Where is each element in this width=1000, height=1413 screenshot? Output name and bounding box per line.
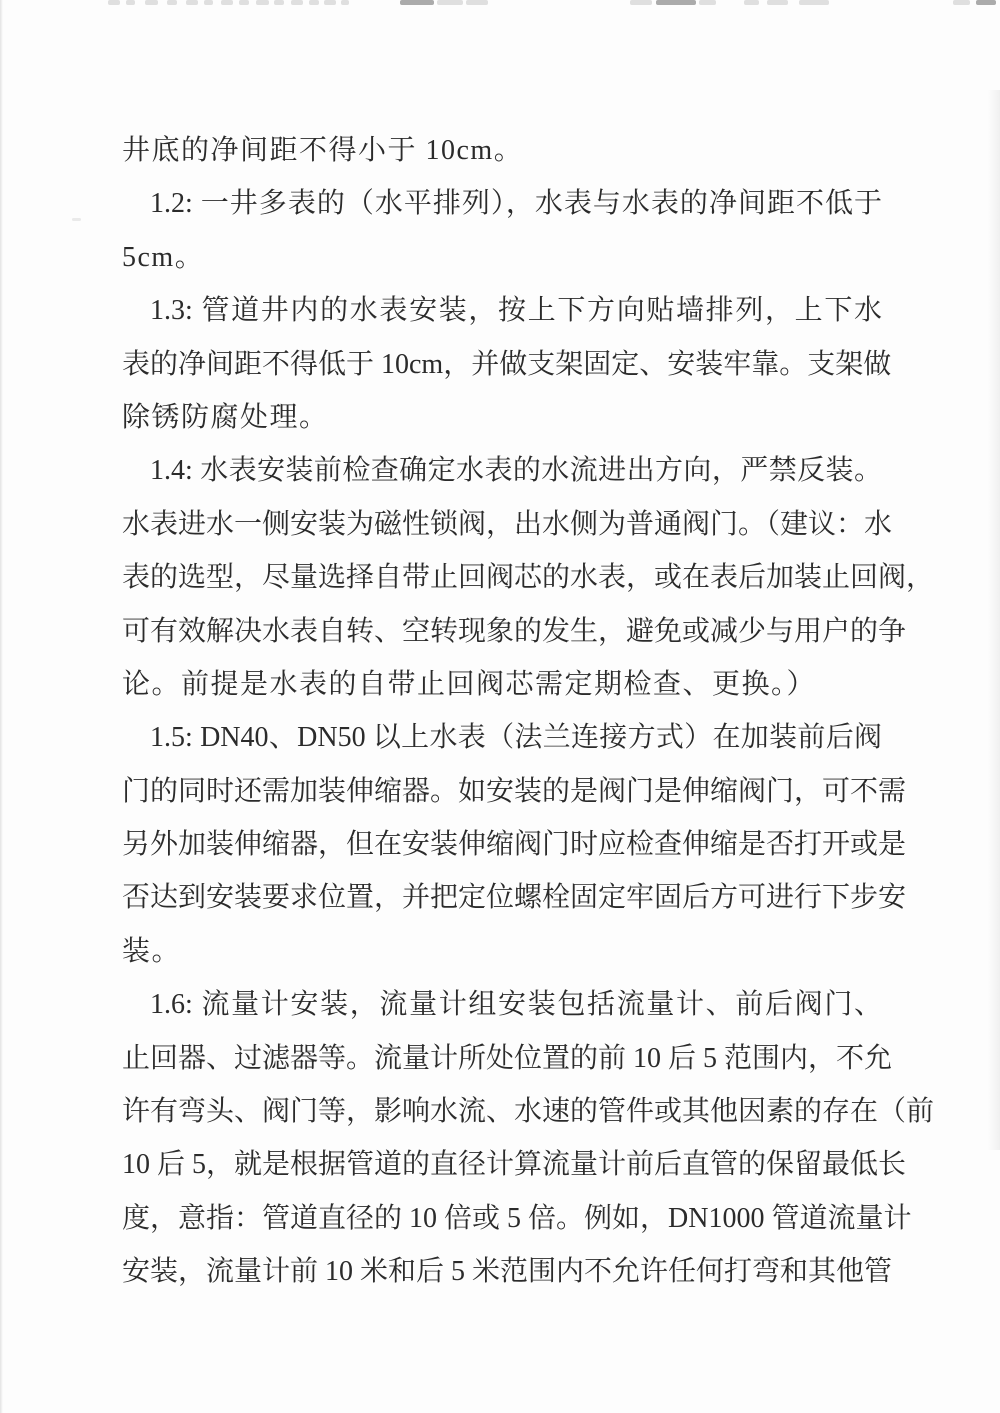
scan-smudge (656, 0, 696, 5)
scan-smudge (239, 0, 249, 5)
paragraph (122, 711, 907, 978)
text-line: 可有效解决水表自转、空转现象的发生，避免或减少与用户的争 (122, 615, 907, 647)
text-line: 井底的净间距不得小于 10cm。 (122, 135, 524, 166)
scan-smudge (400, 0, 434, 5)
scan-smudge (744, 0, 759, 5)
scan-smudge (309, 0, 319, 5)
text-line: 除锈防腐处理。 (122, 401, 329, 433)
paragraph (122, 444, 935, 711)
scan-smudge (630, 0, 652, 5)
text-line: 1.2: 一井多表的（水平排列），水表与水表的净间距不低于 (150, 188, 882, 220)
scan-smudge (256, 0, 269, 5)
scan-smudge (324, 0, 336, 5)
text-line: 止回器、过滤器等。流量计所处位置的前 10 后 5 范围内，不允 (122, 1042, 893, 1074)
text-line: 装。 (122, 935, 182, 967)
text-line: 水表进水一侧安装为磁性锁阀，出水侧为普通阀门。（建议：水 (122, 508, 893, 540)
paragraph (122, 284, 892, 444)
paragraph (122, 177, 882, 284)
scan-smudge (186, 0, 198, 5)
scan-smudge (767, 0, 788, 5)
scan-smudge (466, 0, 488, 5)
scan-smudge (291, 0, 303, 5)
scan-smudge (437, 0, 463, 5)
text-line: 安装，流量计前 10 米和后 5 米范围内不允许任何打弯和其他管 (122, 1256, 893, 1288)
scan-smudge (167, 0, 177, 5)
text-line: 论。前提是水表的自带止回阀芯需定期检查、更换。） (122, 668, 817, 700)
text-line: 另外加装伸缩器，但在安装伸缩阀门时应检查伸缩是否打开或是 (122, 829, 907, 861)
text-line: 10 后 5，就是根据管道的直径计算流量计前后直管的保留最低长 (122, 1149, 907, 1181)
text-line: 表的净间距不得低于 10cm，并做支架固定、安装牢靠。支架做 (122, 348, 892, 380)
text-line: 1.5: DN40、DN50 以上水表（法兰连接方式）在加装前后阀 (150, 722, 882, 754)
text-line: 否达到安装要求位置，并把定位螺栓固定牢固后方可进行下步安 (122, 882, 907, 914)
scan-smudge (145, 0, 158, 5)
text-line: 许有弯头、阀门等，影响水流、水速的管件或其他因素的存在（前 (122, 1096, 935, 1128)
scan-smudge (799, 0, 829, 5)
text-line: 5cm。 (122, 241, 205, 273)
document-body (122, 124, 935, 1299)
scan-smudge (221, 0, 233, 5)
scan-smudge (126, 0, 135, 5)
scan-edge-right (988, 90, 1000, 1150)
scan-smudge (204, 0, 213, 5)
paragraph (122, 124, 882, 177)
scan-artifact-smudges (0, 0, 1000, 10)
paragraph (122, 978, 935, 1298)
scan-smudge (341, 0, 349, 5)
text-line: 1.4: 水表安装前检查确定水表的水流进出方向，严禁反装。 (150, 455, 882, 487)
scan-smudge (274, 0, 284, 5)
scan-smudge (699, 0, 716, 5)
text-line: 1.6: 流量计安装，流量计组安装包括流量计、前后阀门、 (150, 989, 882, 1021)
text-line: 表的选型，尽量选择自带止回阀芯的水表，或在表后加装止回阀， (122, 562, 935, 594)
scan-stray-mark (72, 218, 81, 221)
scan-smudge (976, 0, 996, 5)
scan-smudge (108, 0, 120, 5)
text-line: 1.3: 管道井内的水表安装，按上下方向贴墙排列，上下水 (150, 295, 882, 327)
text-line: 度，意指：管道直径的 10 倍或 5 倍。例如，DN1000 管道流量计 (122, 1202, 912, 1234)
text-line: 门的同时还需加装伸缩器。如安装的是阀门是伸缩阀门，可不需 (122, 775, 907, 807)
scan-smudge (953, 0, 970, 5)
scan-edge-left (0, 0, 3, 1413)
